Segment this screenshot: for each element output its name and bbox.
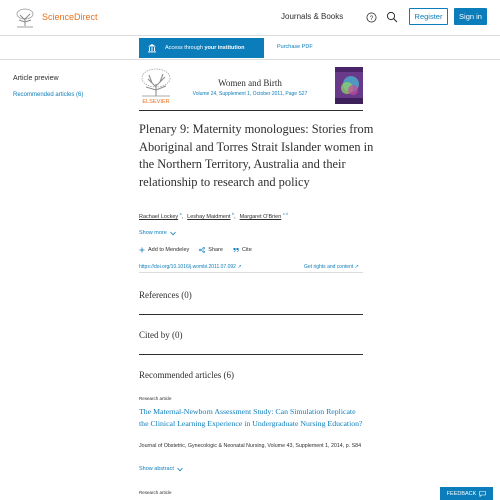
access-institution-button[interactable] (139, 38, 264, 58)
elsevier-wordmark: ELSEVIER (142, 99, 170, 104)
journal-title-link[interactable]: Women and Birth (218, 78, 282, 88)
external-link-icon: ↗ (354, 264, 359, 270)
chat-bubble-icon (479, 491, 486, 497)
show-more-label: Show more (139, 230, 167, 236)
article-title: Plenary 9: Maternity monologues: Stories from Aboriginal and Torres Strait Islander women in the Northern Territory, Australia and their relationship to research and policy (139, 122, 374, 189)
journals-books-link[interactable]: Journals & Books (281, 12, 344, 21)
article-type-label: Research article (139, 396, 172, 401)
svg-text:?: ? (369, 14, 374, 22)
chevron-down-icon (170, 231, 176, 236)
show-abstract-label: Show abstract (139, 466, 174, 472)
cited-by-heading[interactable]: Cited by (0) (139, 330, 183, 340)
chevron-down-icon (177, 467, 183, 472)
references-divider (139, 314, 363, 315)
institution-icon (147, 43, 157, 53)
article-actions (139, 247, 252, 253)
journal-volume-link[interactable]: Volume 24, Supplement 1, October 2011, Page S27 (192, 91, 308, 97)
doi-link[interactable]: https://doi.org/10.1016/j.wombi.2011.07.092 ↗ (139, 264, 242, 270)
mendeley-label: Add to Mendeley (148, 247, 190, 253)
sidebar-recommended-link[interactable]: Recommended articles (6) (13, 92, 84, 98)
doi-divider (139, 272, 363, 273)
search-icon[interactable] (386, 11, 398, 23)
recommended-article-source: Journal of Obstetric, Gynecologic & Neonatal Nursing, Volume 43, Supplement 1, 2014, p. S84 (139, 443, 362, 449)
author-item[interactable]: Rachael Lockey $^a$, (139, 212, 184, 220)
feedback-label: FEEDBACK (446, 490, 477, 497)
share-icon (199, 247, 205, 253)
external-link-icon: ↗ (237, 264, 242, 270)
access-bold: your institution (204, 45, 245, 51)
article-type-label: Research article (139, 490, 172, 495)
cited-by-divider (139, 354, 363, 355)
show-more-button[interactable] (139, 230, 176, 236)
sidebar-article-preview[interactable]: Article preview (13, 75, 59, 82)
show-abstract-button[interactable] (139, 466, 183, 472)
author-list (139, 212, 288, 220)
rights-link[interactable]: Get rights and content ↗ (304, 264, 359, 270)
share-label: Share (208, 247, 223, 253)
help-icon[interactable] (366, 12, 377, 23)
brand-name[interactable]: ScienceDirect (42, 12, 98, 22)
cite-label: Cite (241, 247, 252, 253)
register-button[interactable]: Register (409, 8, 448, 25)
recommended-article-title[interactable]: The Maternal-Newborn Assessment Study: Can Simulation Replicate the Clinical Learning Experience in Undergraduate Nursing Education? (139, 407, 363, 429)
purchase-pdf-link[interactable]: Purchase PDF (277, 44, 313, 50)
journal-cover-image[interactable] (335, 67, 363, 104)
author-item[interactable]: Margaret O'Brien $^{c d}$ (239, 212, 288, 220)
references-heading[interactable]: References (0) (139, 290, 192, 300)
journal-divider (139, 110, 363, 111)
share-button[interactable] (199, 247, 223, 253)
quote-icon (233, 247, 239, 253)
feedback-button[interactable] (440, 487, 493, 500)
elsevier-logo[interactable] (139, 66, 173, 104)
recommended-heading: Recommended articles (6) (139, 370, 234, 380)
cite-button[interactable] (233, 247, 252, 253)
elsevier-tree-logo-icon[interactable] (14, 7, 36, 29)
access-prefix: Access through (165, 45, 203, 51)
add-to-mendeley-button[interactable] (139, 247, 189, 253)
plus-icon (139, 247, 145, 253)
author-item[interactable]: Leshay Maidment $^b$, (187, 212, 236, 220)
sign-in-button[interactable]: Sign in (454, 8, 487, 25)
